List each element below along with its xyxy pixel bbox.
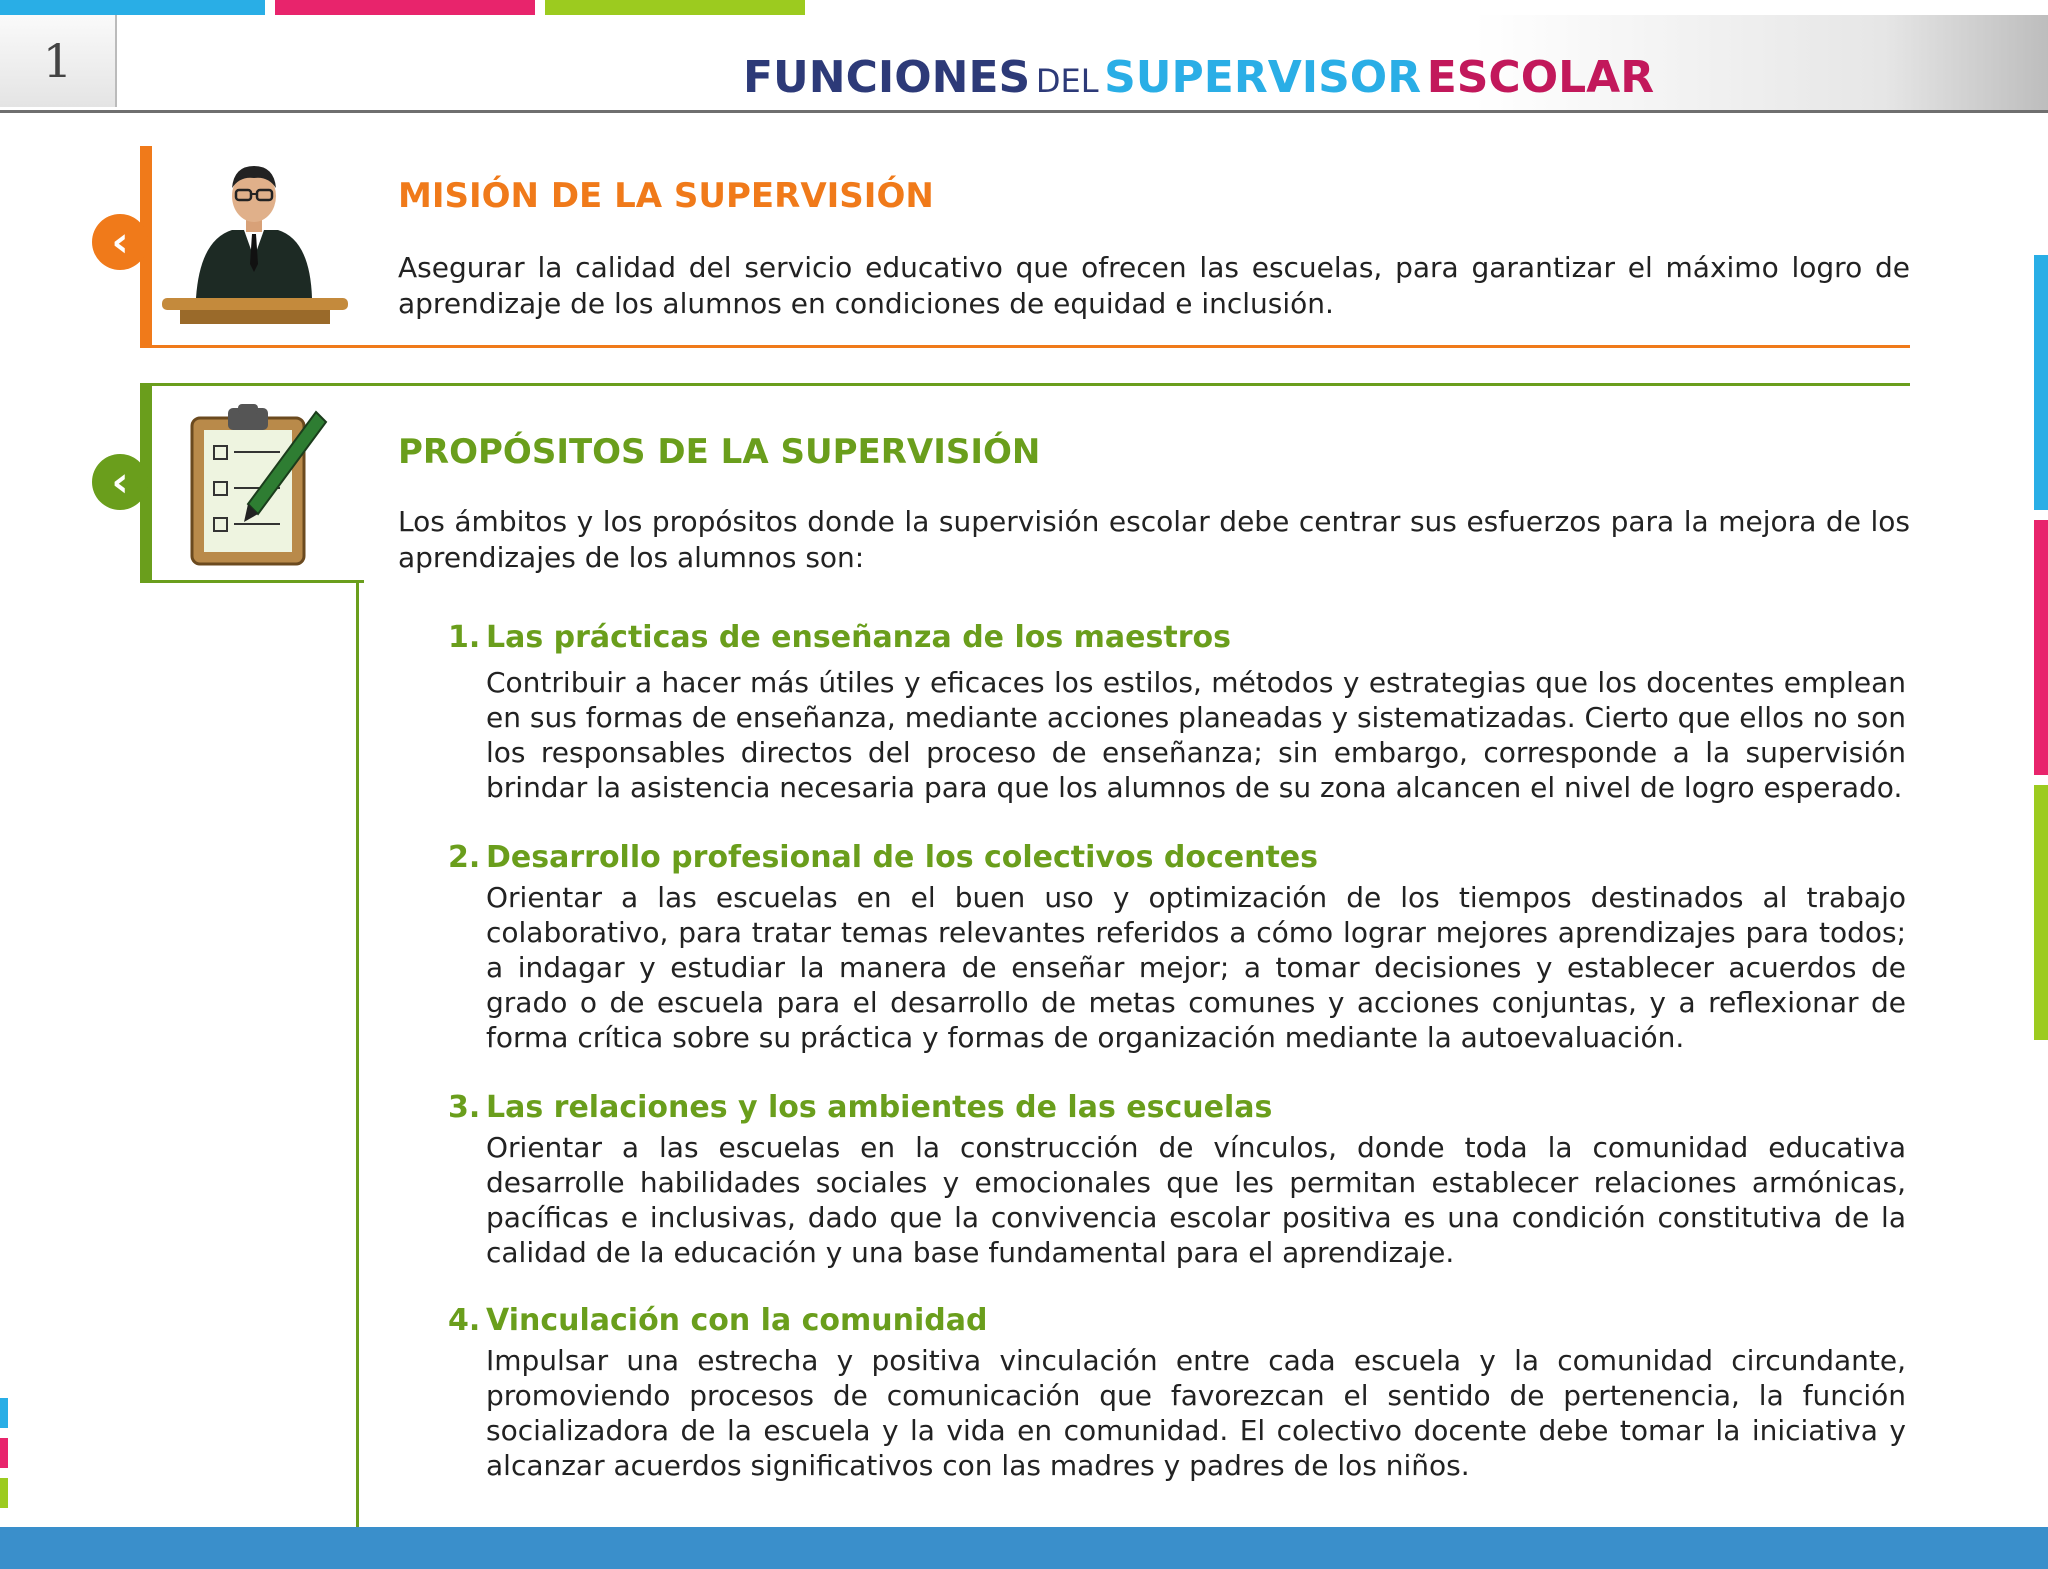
- purpose-item-number: 4.: [448, 1303, 481, 1338]
- page-title: [743, 52, 1654, 103]
- purpose-item-text: Orientar a las escuelas en el buen uso y optimización de los tiempos destinados al trabajo colaborativo, para tratar temas relevantes referidos a cómo lograr mejores aprendizajes para todos; a indagar y estudiar la manera de enseñar mejor; a tomar decisiones y establecer acuerdos de grado o de escuela para el desarrollo de metas comunes y acciones conjuntas, y a reflexionar de forma crítica sobre su práctica y formas de organización mediante la autoevaluación.: [486, 881, 1906, 1054]
- purposes-top-divider: [140, 383, 1910, 386]
- edge-accent-pink: [2034, 520, 2048, 775]
- supervisor-at-podium-icon: [160, 160, 350, 325]
- purpose-item-number: 3.: [448, 1090, 481, 1125]
- title-supervisor: SUPERVISOR: [1104, 52, 1422, 103]
- chevron-left-icon: ‹: [92, 214, 148, 270]
- top-accent-blue: [0, 0, 265, 15]
- title-funciones: FUNCIONES: [743, 52, 1031, 103]
- purpose-item-text: Contribuir a hacer más útiles y eficaces los estilos, métodos y estrategias que los docentes emplean en sus formas de enseñanza, mediante acciones planeadas y sistematizadas. Cierto que ellos no son los responsables directos del proceso de enseñanza; sin embargo, corresponde a la supervisión brindar la asistencia necesaria para que los alumnos de su zona alcancen el nivel de logro esperado.: [486, 666, 1906, 804]
- corner-accent-green: [0, 1478, 8, 1508]
- bottom-band: [0, 1527, 2048, 1569]
- purpose-item-number: 1.: [448, 620, 481, 655]
- purpose-item-title-text: Desarrollo profesional de los colectivos docentes: [486, 840, 1319, 875]
- top-accent-pink: [275, 0, 535, 15]
- chevron-left-icon: ‹: [92, 454, 148, 510]
- title-escolar: ESCOLAR: [1426, 52, 1655, 103]
- purposes-bracket-horizontal: [140, 580, 364, 583]
- purpose-item-text: Orientar a las escuelas en la construcción de vínculos, donde toda la comunidad educativa desarrolle habilidades sociales y emocionales que les permitan establecer relaciones armónicas, pacíficas e inclusivas, dado que la convivencia escolar positiva es una condición constitutiva de la calidad de la educación y una base fundamental para el aprendizaje.: [486, 1131, 1906, 1269]
- purpose-item-title: [448, 620, 1231, 655]
- purpose-item-title: [448, 1090, 1272, 1125]
- page-number: 1: [0, 15, 117, 107]
- clipboard-checklist-icon: [188, 402, 328, 568]
- mission-heading: MISIÓN DE LA SUPERVISIÓN: [398, 176, 934, 216]
- mission-divider: [140, 345, 1910, 348]
- purpose-item-title: [448, 1303, 988, 1338]
- edge-accent-green: [2034, 785, 2048, 1040]
- top-accent-green: [545, 0, 805, 15]
- purpose-item-title-text: Las relaciones y los ambientes de las escuelas: [486, 1090, 1273, 1125]
- purpose-item-title: [448, 840, 1318, 875]
- edge-accent-blue: [2034, 255, 2048, 510]
- corner-accent-pink: [0, 1438, 8, 1468]
- purpose-item-number: 2.: [448, 840, 481, 875]
- mission-text: Asegurar la calidad del servicio educativo que ofrecen las escuelas, para garantizar el máximo logro de aprendizaje de los alumnos en condiciones de equidad e inclusión.: [398, 251, 1910, 320]
- purposes-intro: Los ámbitos y los propósitos donde la supervisión escolar debe centrar sus esfuerzos para la mejora de los aprendizajes de los alumnos son:: [398, 505, 1910, 574]
- purposes-heading: PROPÓSITOS DE LA SUPERVISIÓN: [398, 432, 1041, 472]
- purposes-bracket-vertical: [356, 580, 359, 1527]
- title-del: DEL: [1035, 62, 1099, 100]
- purpose-item-title-text: Las prácticas de enseñanza de los maestros: [486, 620, 1231, 655]
- purpose-item-text: Impulsar una estrecha y positiva vinculación entre cada escuela y la comunidad circundante, promoviendo procesos de comunicación que favorezcan el sentido de pertenencia, la función socializadora de la escuela y la vida en comunidad. El colectivo docente debe tomar la iniciativa y alcanzar acuerdos significativos con las madres y padres de los niños.: [486, 1344, 1906, 1482]
- corner-accent-blue: [0, 1398, 8, 1428]
- purpose-item-title-text: Vinculación con la comunidad: [486, 1303, 988, 1338]
